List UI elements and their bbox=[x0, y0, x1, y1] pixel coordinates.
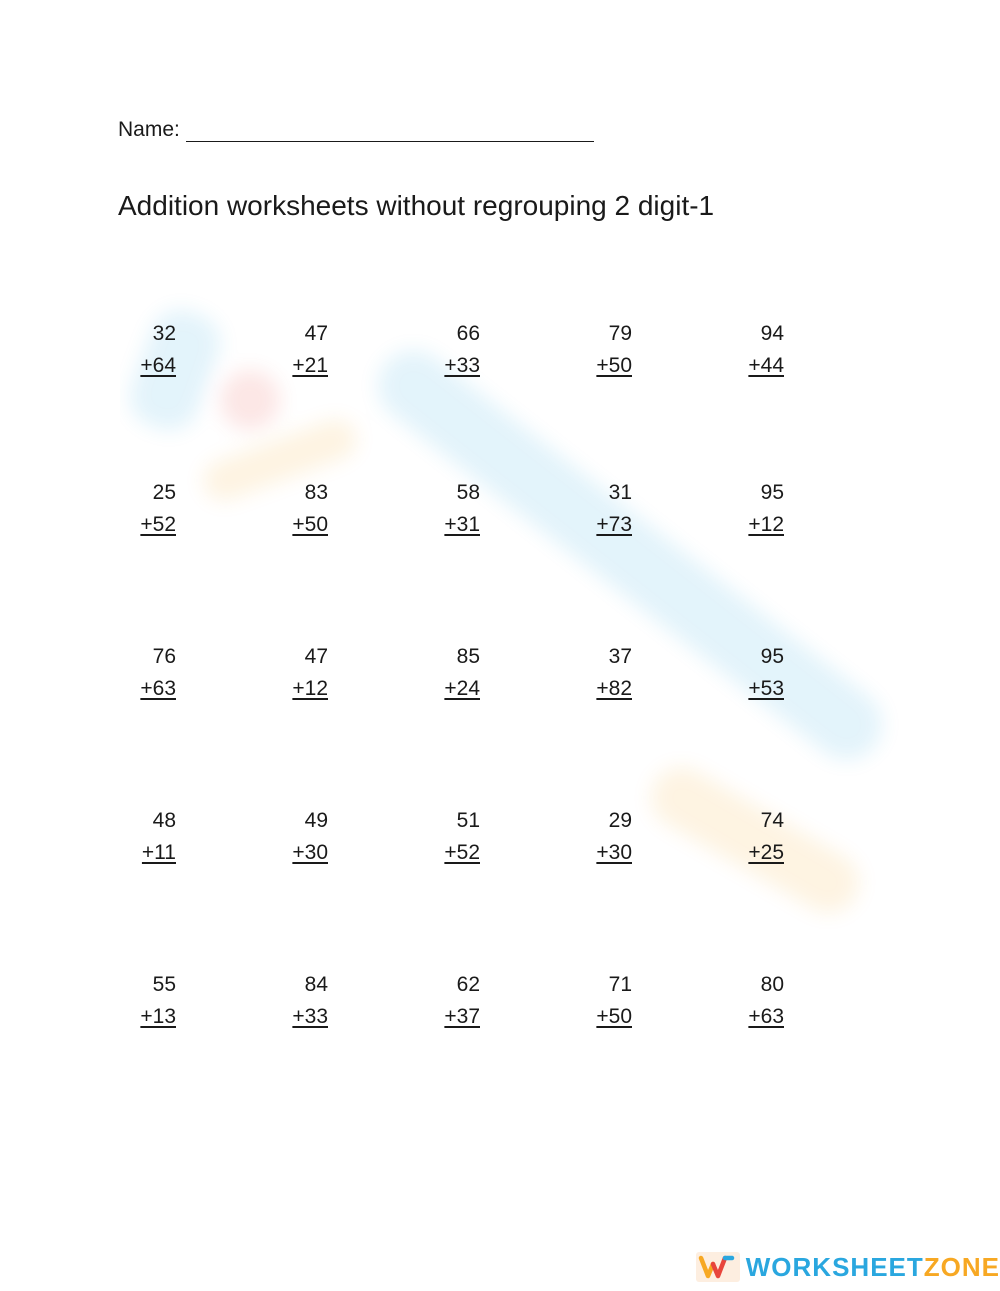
addition-problem bbox=[270, 477, 422, 641]
worksheetzone-brand[interactable] bbox=[692, 1249, 1000, 1285]
problem-bottom-number: +63 bbox=[140, 677, 176, 700]
problem-top-number: 47 bbox=[304, 322, 328, 345]
addition-problem bbox=[118, 318, 270, 477]
problem-top-number: 76 bbox=[152, 645, 176, 668]
problem-top-number: 31 bbox=[608, 481, 632, 504]
problem-top-number: 58 bbox=[456, 481, 480, 504]
problem-bottom-number: +73 bbox=[596, 513, 632, 536]
problem-top-number: 74 bbox=[760, 809, 784, 832]
problem-bottom-number: +50 bbox=[596, 1005, 632, 1028]
problem-bottom-number: +63 bbox=[748, 1005, 784, 1028]
addition-problem bbox=[270, 641, 422, 805]
addition-problem bbox=[574, 318, 726, 477]
problem-top-number: 84 bbox=[304, 973, 328, 996]
problem-bottom-number: +13 bbox=[140, 1005, 176, 1028]
problem-top-number: 71 bbox=[608, 973, 632, 996]
problem-row bbox=[118, 318, 878, 477]
problem-top-number: 48 bbox=[152, 809, 176, 832]
problem-bottom-number: +37 bbox=[444, 1005, 480, 1028]
problem-bottom-number: +11 bbox=[141, 841, 176, 864]
name-field bbox=[118, 118, 594, 142]
worksheetzone-w-logo-icon bbox=[696, 1252, 740, 1282]
problem-top-number: 49 bbox=[304, 809, 328, 832]
problem-bottom-number: +12 bbox=[292, 677, 328, 700]
problem-row bbox=[118, 805, 878, 969]
problem-bottom-number: +64 bbox=[140, 354, 176, 377]
brand-wordmark bbox=[746, 1252, 1000, 1283]
brand-name-part1: WORKSHEET bbox=[745, 1251, 924, 1282]
problem-row bbox=[118, 969, 878, 1133]
addition-problem bbox=[270, 805, 422, 969]
addition-problem bbox=[118, 641, 270, 805]
addition-problem bbox=[270, 318, 422, 477]
problem-top-number: 62 bbox=[456, 973, 480, 996]
problem-bottom-number: +52 bbox=[444, 841, 480, 864]
addition-problem bbox=[726, 641, 878, 805]
problem-bottom-number: +33 bbox=[444, 354, 480, 377]
problem-top-number: 85 bbox=[456, 645, 480, 668]
problem-bottom-number: +25 bbox=[748, 841, 784, 864]
problem-top-number: 37 bbox=[608, 645, 632, 668]
problem-top-number: 79 bbox=[608, 322, 632, 345]
problem-bottom-number: +52 bbox=[140, 513, 176, 536]
addition-problem bbox=[422, 641, 574, 805]
problem-top-number: 95 bbox=[760, 481, 784, 504]
addition-problem bbox=[574, 641, 726, 805]
addition-problem bbox=[574, 805, 726, 969]
problem-top-number: 29 bbox=[608, 809, 632, 832]
problem-top-number: 94 bbox=[760, 322, 784, 345]
name-label: Name: bbox=[118, 118, 180, 141]
brand-name-part2: ZONE bbox=[923, 1251, 1000, 1282]
problem-grid bbox=[118, 318, 878, 1133]
problem-row bbox=[118, 477, 878, 641]
problem-bottom-number: +33 bbox=[292, 1005, 328, 1028]
problem-bottom-number: +53 bbox=[748, 677, 784, 700]
problem-top-number: 83 bbox=[304, 481, 328, 504]
problem-top-number: 32 bbox=[152, 322, 176, 345]
addition-problem bbox=[574, 969, 726, 1133]
problem-bottom-number: +82 bbox=[596, 677, 632, 700]
addition-problem bbox=[422, 805, 574, 969]
name-blank-line[interactable] bbox=[186, 119, 594, 142]
problem-bottom-number: +50 bbox=[596, 354, 632, 377]
problem-top-number: 80 bbox=[760, 973, 784, 996]
addition-problem bbox=[726, 318, 878, 477]
problem-bottom-number: +30 bbox=[292, 841, 328, 864]
problem-top-number: 66 bbox=[456, 322, 480, 345]
addition-problem bbox=[422, 318, 574, 477]
addition-problem bbox=[726, 969, 878, 1133]
problem-row bbox=[118, 641, 878, 805]
problem-bottom-number: +12 bbox=[748, 513, 784, 536]
problem-bottom-number: +31 bbox=[444, 513, 480, 536]
problem-bottom-number: +21 bbox=[292, 354, 328, 377]
problem-top-number: 95 bbox=[760, 645, 784, 668]
addition-problem bbox=[726, 477, 878, 641]
addition-problem bbox=[270, 969, 422, 1133]
problem-top-number: 51 bbox=[456, 809, 480, 832]
problem-bottom-number: +24 bbox=[444, 677, 480, 700]
addition-problem bbox=[726, 805, 878, 969]
problem-bottom-number: +30 bbox=[596, 841, 632, 864]
problem-top-number: 47 bbox=[304, 645, 328, 668]
addition-problem bbox=[422, 969, 574, 1133]
problem-top-number: 25 bbox=[152, 481, 176, 504]
addition-problem bbox=[574, 477, 726, 641]
problem-bottom-number: +44 bbox=[748, 354, 784, 377]
addition-problem bbox=[422, 477, 574, 641]
worksheet-title: Addition worksheets without regrouping 2 digit-1 bbox=[118, 190, 715, 221]
addition-problem bbox=[118, 969, 270, 1133]
problem-bottom-number: +50 bbox=[292, 513, 328, 536]
problem-top-number: 55 bbox=[152, 973, 176, 996]
addition-problem bbox=[118, 477, 270, 641]
addition-problem bbox=[118, 805, 270, 969]
